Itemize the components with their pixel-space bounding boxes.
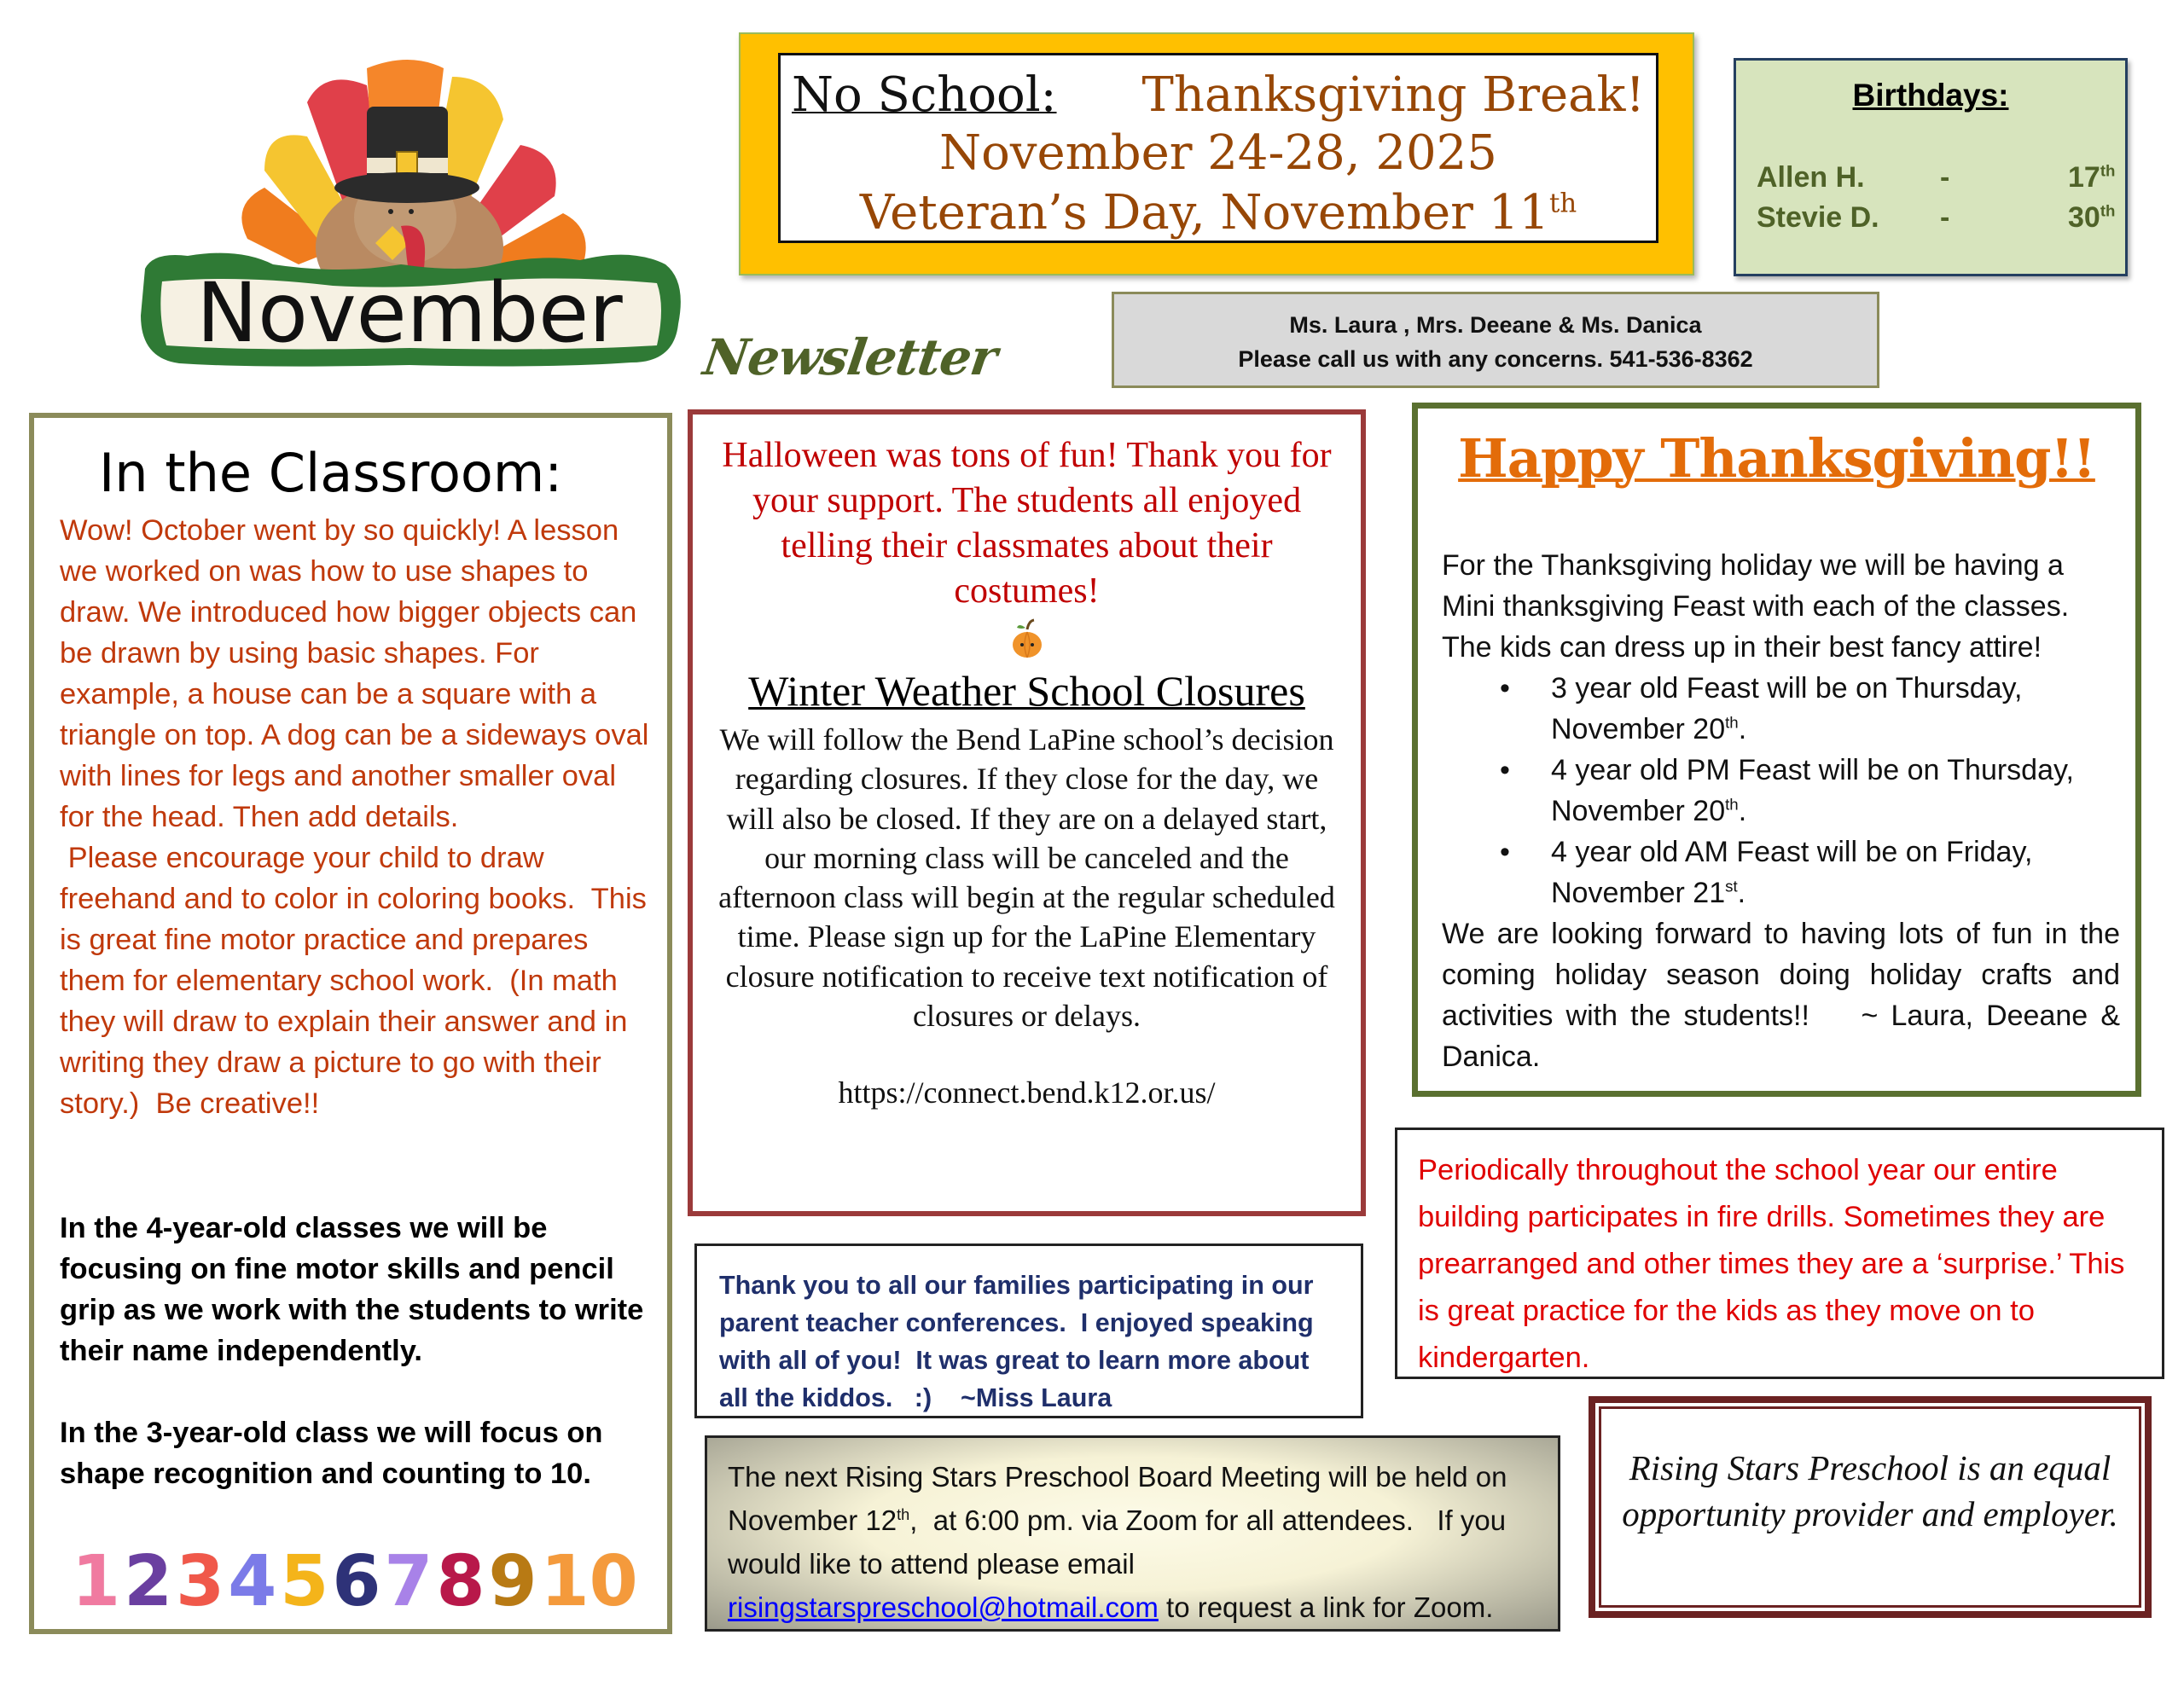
birthday-day-number: 30 — [2068, 201, 2100, 234]
halloween-winter-box — [688, 409, 1366, 1216]
winter-closures-title: Winter Weather School Closures — [748, 667, 1305, 715]
classroom-paragraph: Please encourage your child to draw freehand and to color in coloring books. This is great fine motor practice and prepares them for elementary school work. (In math they will draw to explain their answer and in writing they draw a picture to go with their story.) Be creative!! — [60, 842, 655, 1120]
classroom-paragraph: Wow! October went by so quickly! A lesson we worked on was how to use shapes to draw. We introduced how bigger objects can be drawn by using basic shapes. For example, a house can be a square with a triangle on top. A dog can be a sideways oval with lines for legs and another smaller oval for the head. Then add details. — [60, 514, 649, 833]
birthday-day-number: 17 — [2068, 161, 2100, 194]
feast-item — [1551, 668, 2120, 750]
break-dates: November 24-28, 2025 — [939, 125, 1497, 181]
no-school-label: No School: — [792, 67, 1057, 123]
no-school-headline-line — [781, 67, 1656, 124]
classroom-body — [60, 510, 655, 1124]
feast-list — [1442, 668, 2120, 913]
birthdays-title: Birthdays: — [1852, 78, 2009, 113]
feast-text: 4 year old PM Feast will be on Thursday, November 20 — [1551, 754, 2074, 827]
veterans-day-line — [781, 183, 1656, 243]
thanksgiving-body — [1442, 545, 2129, 1077]
feast-text: 4 year old AM Feast will be on Friday, November 21 — [1551, 836, 2033, 909]
birthday-separator: - — [1940, 201, 1950, 234]
feast-end: . — [1738, 713, 1747, 745]
conferences-text: Thank you to all our families participating in our parent teacher conferences. I enjoyed speaking with all of you! It was great to learn more about all the kiddos. :) ~Miss Laura — [719, 1271, 1321, 1412]
feast-end: . — [1738, 795, 1747, 827]
november-turkey-logo — [119, 51, 700, 375]
board-meeting-text: The next Rising Stars Preschool Board Meeting will be held on November 12 — [728, 1461, 1507, 1536]
fire-drill-box — [1395, 1128, 2164, 1379]
number-1-glyph: 1 — [72, 1541, 121, 1622]
turkey-clipart-icon — [119, 51, 700, 375]
number-8-glyph: 8 — [436, 1541, 485, 1622]
conferences-box — [694, 1244, 1363, 1418]
birthday-name: Allen H. — [1757, 161, 1865, 194]
contact-phone-line: Please call us with any concerns. 541-536-8362 — [1238, 346, 1753, 372]
birthday-row — [1757, 201, 2116, 241]
feast-item — [1551, 750, 2120, 832]
winter-closures-body: We will follow the Bend LaPine school’s decision regarding closures. If they close for the day, we will also be closed. If they are on a delayed start, our morning class will be canceled and the afternoon class will begin at the regular scheduled time. Please sign up for the LaPine Elementary closure notification to receive text notification of closures or delays. — [718, 722, 1335, 1034]
board-meeting-box — [705, 1435, 1560, 1632]
number-5-glyph: 5 — [280, 1541, 329, 1622]
number-6-glyph: 6 — [332, 1541, 381, 1622]
birthday-day — [2068, 201, 2115, 235]
feast-date-suffix: th — [1725, 713, 1739, 732]
classroom-title: In the Classroom: — [99, 442, 563, 504]
board-email-link[interactable]: risingstarspreschool@hotmail.com — [728, 1591, 1159, 1623]
pumpkin-icon — [1010, 617, 1044, 660]
four-year-text: In the 4-year-old classes we will be focusing on fine motor skills and pencil grip as we work with the students to write their name independently. — [60, 1212, 644, 1367]
feast-end: . — [1737, 877, 1746, 909]
thanksgiving-closing: We are looking forward to having lots of fun in the coming holiday season doing holiday crafts and activities with the students!! ~ Laura, Deeane & Danica. — [1442, 918, 2129, 1073]
birthday-day-suffix: th — [2100, 161, 2116, 180]
thanksgiving-break-headline: Thanksgiving Break! — [1141, 67, 1645, 123]
numbers-1-to-10-graphic — [72, 1541, 638, 1622]
feast-date-suffix: st — [1725, 877, 1738, 896]
classroom-section — [29, 413, 672, 1634]
newsletter-label: Newsletter — [700, 328, 1001, 386]
thanksgiving-intro: For the Thanksgiving holiday we will be having a Mini thanksgiving Feast with each of the classes. The kids can dress up in their best fancy attire! — [1442, 549, 2070, 664]
happy-thanksgiving-title: Happy Thanksgiving!! — [1458, 427, 2095, 490]
logo-text: November — [196, 265, 623, 361]
number-4-glyph: 4 — [228, 1541, 277, 1622]
number-10-glyph: 10 — [540, 1541, 638, 1622]
feast-text: 3 year old Feast will be on Thursday, November 20 — [1551, 672, 2023, 745]
three-year-focus — [60, 1412, 650, 1494]
number-3-glyph: 3 — [176, 1541, 225, 1622]
equal-opportunity-box — [1589, 1396, 2152, 1618]
number-7-glyph: 7 — [384, 1541, 433, 1622]
thanksgiving-box — [1412, 403, 2141, 1097]
closure-notification-link[interactable]: https://connect.bend.k12.or.us/ — [838, 1075, 1216, 1110]
teacher-names: Ms. Laura , Mrs. Deeane & Ms. Danica — [1289, 312, 1702, 338]
veterans-day-text: Veteran’s Day, November 11 — [859, 185, 1549, 241]
birthday-day — [2068, 161, 2115, 194]
four-year-focus — [60, 1208, 650, 1371]
teachers-contact-box — [1112, 292, 1879, 388]
no-school-inner — [778, 53, 1658, 243]
feast-date-suffix: th — [1725, 795, 1739, 814]
board-meeting-text-end: to request a link for Zoom. — [1158, 1591, 1494, 1623]
board-meeting-text-continued: , at 6:00 pm. via Zoom for all attendees. If you would like to attend please email — [728, 1504, 1514, 1580]
number-9-glyph: 9 — [488, 1541, 537, 1622]
veterans-day-suffix: th — [1548, 188, 1577, 219]
feast-item — [1551, 832, 2120, 913]
birthday-separator: - — [1940, 161, 1950, 194]
equal-opportunity-text: Rising Stars Preschool is an equal opportunity provider and employer. — [1599, 1406, 2141, 1608]
board-meeting-date-suffix: th — [897, 1506, 910, 1523]
halloween-message: Halloween was tons of fun! Thank you for your support. The students all enjoyed telling their classmates about their costumes! — [722, 436, 1332, 611]
birthday-day-suffix: th — [2100, 201, 2116, 220]
birthday-row — [1757, 161, 2116, 200]
three-year-text: In the 3-year-old class we will focus on shape recognition and counting to 10. — [60, 1417, 603, 1490]
fire-drill-text: Periodically throughout the school year our entire building participates in fire drills. Sometimes they are prearranged and other times they are a ‘surprise.’ This is great practice for the kids as they move on to kindergarten. — [1418, 1154, 2125, 1374]
birthdays-box — [1734, 58, 2128, 276]
birthday-name: Stevie D. — [1757, 201, 1879, 234]
number-2-glyph: 2 — [124, 1541, 173, 1622]
no-school-banner — [739, 32, 1694, 275]
